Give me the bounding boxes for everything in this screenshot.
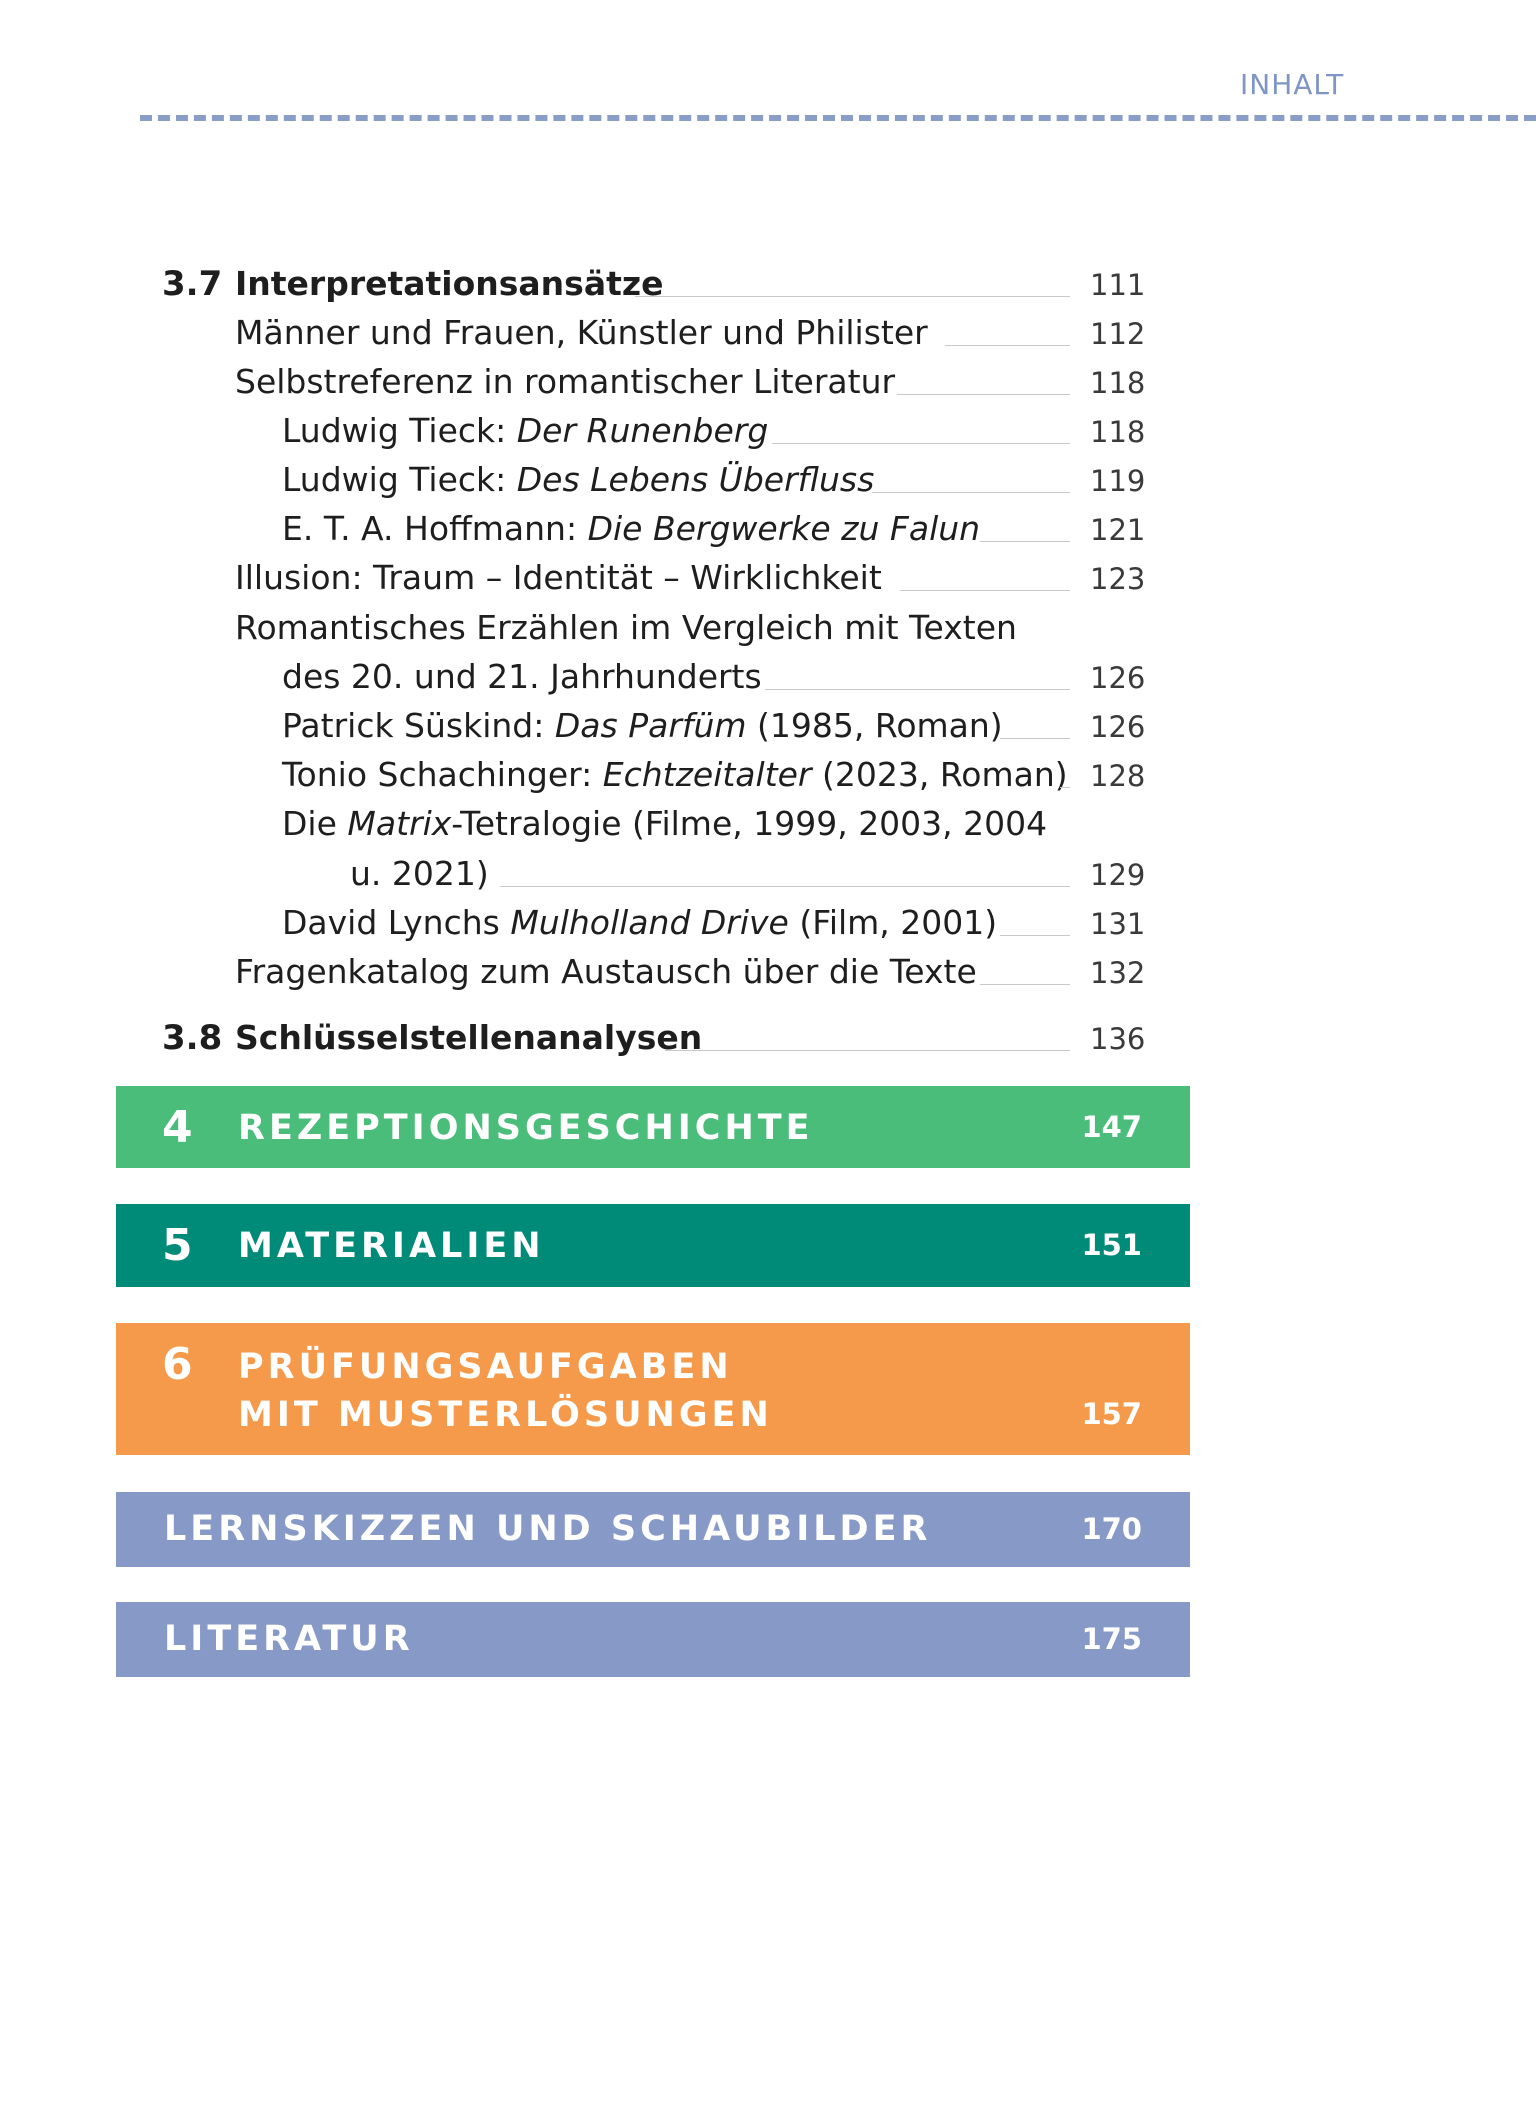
entry-title: Illusion: Traum – Identität – Wirklichkeit [235, 558, 882, 597]
page-number: 118 [1090, 366, 1146, 400]
entry-title: David Lynchs Mulholland Drive (Film, 2001) [282, 903, 998, 942]
section-title: Schlüsselstellenanalysen [235, 1018, 703, 1057]
dot-leader [665, 1050, 1070, 1051]
chapter-page: 170 [1081, 1512, 1142, 1546]
chapter-title: MATERIALIEN [238, 1226, 545, 1266]
toc-entry[interactable] [0, 606, 1536, 650]
toc-entry[interactable] [0, 852, 1536, 896]
page-number: 126 [1090, 710, 1146, 744]
entry-title: Männer und Frauen, Künstler und Philister [235, 313, 928, 352]
chapter-page: 175 [1081, 1622, 1142, 1656]
toc-entry[interactable] [0, 753, 1536, 797]
entry-title: u. 2021) [350, 854, 489, 893]
chapter-band-4[interactable] [116, 1086, 1190, 1168]
page-number: 119 [1090, 464, 1146, 498]
toc-entry[interactable] [0, 360, 1536, 404]
page-number: 118 [1090, 415, 1146, 449]
chapter-page: 157 [1081, 1397, 1142, 1431]
chapter-band-5[interactable] [116, 1204, 1190, 1287]
page-number: 131 [1090, 907, 1146, 941]
entry-title: Die Matrix-Tetralogie (Filme, 1999, 2003, 2004 [282, 804, 1048, 843]
toc-section-3-7[interactable] [0, 262, 1536, 306]
page-number: 111 [1090, 268, 1146, 302]
entry-title: E. T. A. Hoffmann: Die Bergwerke zu Falun [282, 509, 981, 548]
dot-leader [772, 443, 1070, 444]
dot-leader [897, 394, 1070, 395]
toc-entry[interactable] [0, 901, 1536, 945]
dot-leader [635, 296, 1070, 297]
chapter-band-literatur[interactable] [116, 1602, 1190, 1677]
dot-leader [500, 886, 1070, 887]
toc-entry[interactable] [0, 655, 1536, 699]
toc-entry[interactable] [0, 950, 1536, 994]
toc-entry[interactable] [0, 311, 1536, 355]
section-number: 3.8 [162, 1018, 223, 1058]
page-number: 132 [1090, 956, 1146, 990]
page-number: 136 [1090, 1022, 1146, 1056]
toc-section-3-8[interactable] [0, 1016, 1536, 1060]
page-number: 123 [1090, 562, 1146, 596]
chapter-title-line-1: PRÜFUNGSAUFGABEN [238, 1347, 733, 1387]
toc-entry[interactable] [0, 458, 1536, 502]
dot-leader [1060, 787, 1070, 788]
dot-leader [900, 590, 1070, 591]
chapter-title-line-2: MIT MUSTERLÖSUNGEN [238, 1395, 773, 1435]
chapter-page: 151 [1081, 1228, 1142, 1262]
dot-leader [945, 345, 1070, 346]
chapter-title: LITERATUR [164, 1619, 414, 1659]
dot-leader [1000, 738, 1070, 739]
section-number: 3.7 [162, 264, 223, 304]
chapter-number: 4 [162, 1102, 193, 1153]
entry-title: Ludwig Tieck: Des Lebens Überfluss [282, 460, 875, 499]
page-number: 129 [1090, 858, 1146, 892]
entry-title: Tonio Schachinger: Echtzeitalter (2023, Roman) [282, 755, 1068, 794]
entry-title: Selbstreferenz in romantischer Literatur [235, 362, 896, 401]
chapter-title: REZEPTIONSGESCHICHTE [238, 1108, 814, 1148]
dot-leader [1000, 935, 1070, 936]
toc-entry[interactable] [0, 409, 1536, 453]
section-title: Interpretationsansätze [235, 264, 664, 303]
entry-title: des 20. und 21. Jahrhunderts [282, 657, 762, 696]
page-number: 112 [1090, 317, 1146, 351]
toc-entry[interactable] [0, 704, 1536, 748]
dot-leader [765, 689, 1070, 690]
toc-entry[interactable] [0, 802, 1536, 846]
header-dashed-rule [140, 115, 1536, 121]
running-header: INHALT [1240, 68, 1345, 101]
entry-title: Ludwig Tieck: Der Runenberg [282, 411, 769, 450]
page-number: 126 [1090, 661, 1146, 695]
page-number: 121 [1090, 513, 1146, 547]
dot-leader [980, 541, 1070, 542]
entry-title: Romantisches Erzählen im Vergleich mit Texten [235, 608, 1017, 647]
chapter-band-lernskizzen[interactable] [116, 1492, 1190, 1567]
chapter-title: LERNSKIZZEN UND SCHAUBILDER [164, 1509, 932, 1549]
dot-leader [980, 984, 1070, 985]
entry-title: Patrick Süskind: Das Parfüm (1985, Roman) [282, 706, 1003, 745]
chapter-band-6[interactable] [116, 1323, 1190, 1455]
dot-leader [872, 492, 1070, 493]
page-number: 128 [1090, 759, 1146, 793]
toc-entry[interactable] [0, 507, 1536, 551]
chapter-number: 5 [162, 1220, 193, 1271]
chapter-number: 6 [162, 1339, 193, 1390]
toc-entry[interactable] [0, 556, 1536, 600]
chapter-page: 147 [1081, 1110, 1142, 1144]
entry-title: Fragenkatalog zum Austausch über die Texte [235, 952, 977, 991]
